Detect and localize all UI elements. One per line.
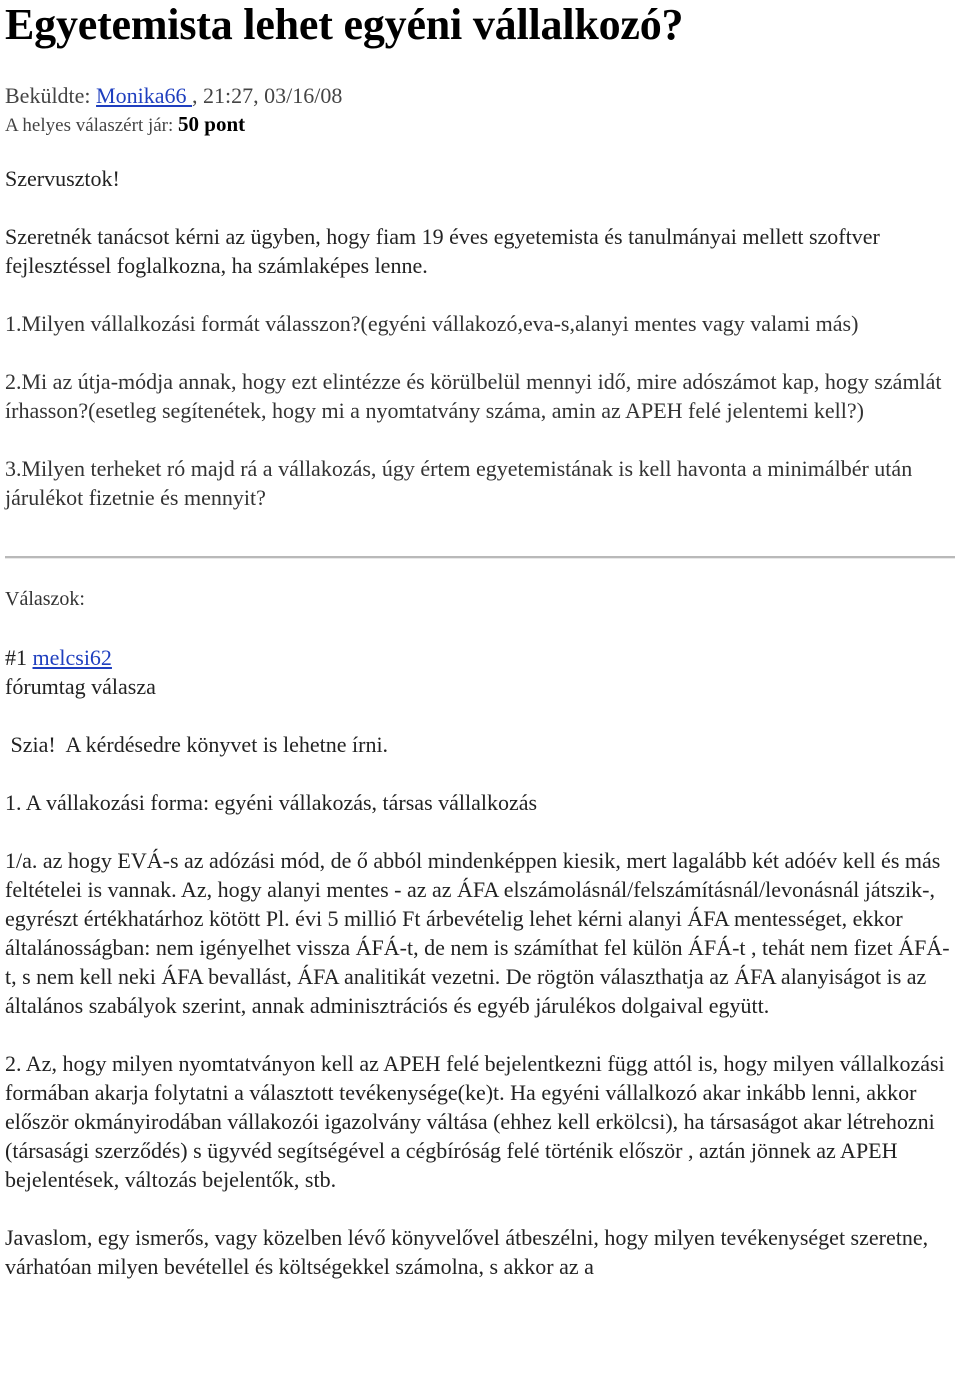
author-link[interactable]: Monika66 [96,83,192,108]
answer-header [5,643,955,672]
page-title: Egyetemista lehet egyéni vállalkozó? [5,0,684,49]
question-intro: Szeretnék tanácsot kérni az ügyben, hogy fiam 19 éves egyetemista és tanulmányai mellett szoftver fejlesztéssel foglalkozna, ha számlaképes lenne. [5,224,880,278]
points-label: A helyes válaszért jár: [5,115,174,136]
answer-author-link[interactable]: melcsi62 [32,645,112,670]
answer-paragraph-1a: 1/a. az hogy EVÁ-s az adózási mód, de ő abból mindenképpen kiesik, mert lagalább két adóév kell és más feltételei is vannak. Az, hogy alanyi mentes - az az ÁFA elszámolásnál/felszámításnál/levonásnál játszik-, egyrészt értékhatárhoz kötött Pl. évi 5 millió Ft árbevételig lehet kérni alanyi ÁFA mentességet, ekkor általánosságban: nem igényelhet vissza ÁFÁ-t, de nem is számíthat fel külön ÁFÁ-t , tehát nem fizet ÁFÁ-t, s nem kell neki ÁFA bevallást, ÁFA analitikát vezetni. De rögtön választhatja az ÁFA alanyiságot is az általános szabályok szerint, annak adminisztrációs és egyéb járulékos dolgaival együtt. [5,848,950,1018]
document-page [5,0,955,1281]
answer-paragraph-2: 2. Az, hogy milyen nyomtatványon kell az APEH felé bejelentkezni függ attól is, hogy milyen vállalkozási formában akarja folytatni a választott tevékenysége(ke)t. Ha egyéni vállalkozó akar inkább lenni, akkor először okmányirodában vállakozói igazolvány váltása (ehhez kell erkölcsi), ha társaságot akar létrehozni (társasági szerződés) s ügyvéd segítségével a cégbíróság felé történik először , aztán jönnek az APEH bejelentések, változás bejelentők, stb. [5,1051,945,1192]
answer-number: #1 [5,645,33,670]
answers-heading: Válaszok: [5,588,85,610]
points-value: 50 pont [178,112,246,136]
question-greeting: Szervusztok! [5,166,120,191]
answer-paragraph-1: 1. A vállakozási forma: egyéni vállakozás, társas vállalkozás [5,790,538,815]
answer-role: fórumtag válasza [5,674,156,699]
answer-1 [5,643,955,1281]
post-timestamp: , 21:27, 03/16/08 [192,83,343,108]
answer-greeting: Szia! A kérdésedre könyvet is lehetne írni. [5,732,389,757]
question-item-2: 2.Mi az útja-módja annak, hogy ezt elintézze és körülbelül mennyi idő, mire adószámot kap, hogy számlát írhasson?(esetleg segítenétek, hogy mi a nyomtatvány száma, amin az APEH felé jelentemi kell?) [5,369,942,423]
question-item-3: 3.Milyen terheket ró majd rá a vállakozás, úgy értem egyetemistának is kell havonta a minimálbér után járulékot fizetnie és mennyit? [5,456,913,510]
answer-paragraph-3: Javaslom, egy ismerős, vagy közelben lévő könyvelővel átbeszélni, hogy milyen tevékenységet szeretne, várhatóan milyen bevétellel és költségekkel számolna, s akkor az a [5,1225,929,1279]
sent-by-label: Beküldte: [5,83,91,108]
section-divider [5,556,955,559]
points-info [5,110,955,140]
question-item-1: 1.Milyen vállalkozási formát válasszon?(egyéni vállakozó,eva-s,alanyi mentes vagy valami más) [5,311,859,336]
post-meta [5,82,955,110]
